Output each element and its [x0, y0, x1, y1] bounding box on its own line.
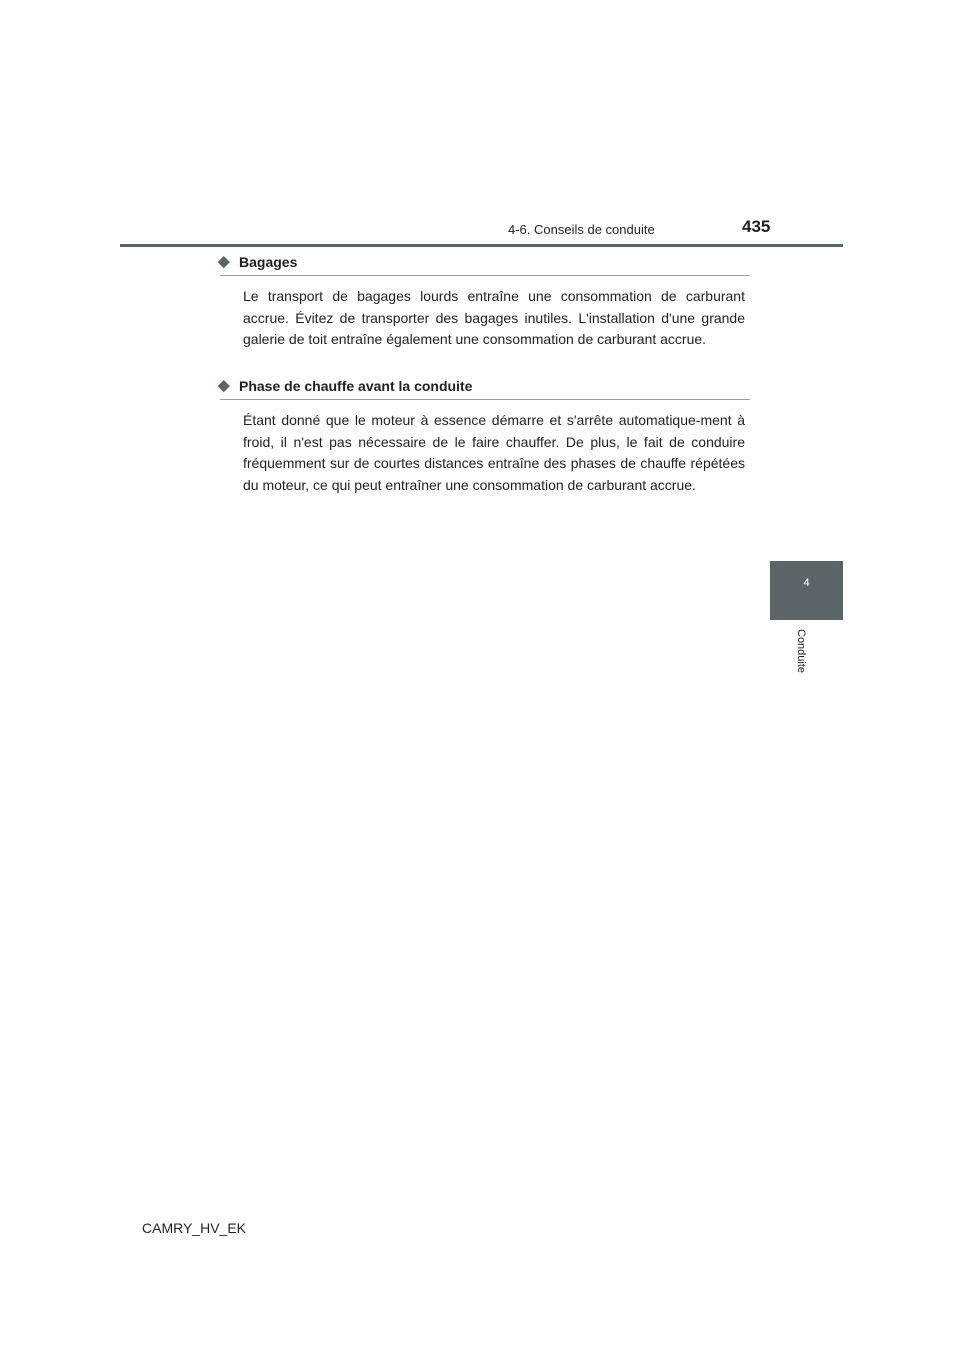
- section-paragraph: Étant donné que le moteur à essence démarre et s'arrête automatique-ment à froid, il n'est pas nécessaire de le faire chauffer. De plus, le fait de conduire fréquemment sur de courtes distances entraîne des phases de chauffe répétées du moteur, ce qui peut entraîner une consommation de carburant accrue.: [243, 412, 745, 493]
- page-number: 435: [742, 217, 771, 236]
- section-bagages: [220, 252, 750, 351]
- diamond-bullet-icon: ◆: [218, 377, 230, 394]
- section-paragraph: Le transport de bagages lourds entraîne une consommation de carburant accrue. Évitez de transporter des bagages inutiles. L'installation d'une grande galerie de toit entraîne également une consommation de carburant accrue.: [243, 288, 745, 347]
- diamond-bullet-icon: ◆: [218, 253, 230, 270]
- section-heading: [220, 376, 750, 400]
- chapter-tab: [770, 561, 843, 620]
- chapter-number: 4: [803, 577, 810, 589]
- section-heading: [220, 252, 750, 276]
- model-code: CAMRY_HV_EK: [142, 1220, 247, 1236]
- section-heading-text: Bagages: [239, 254, 298, 270]
- chapter-label: Conduite: [795, 629, 807, 674]
- section-heading-text: Phase de chauffe avant la conduite: [239, 378, 473, 394]
- header-section-title: 4-6. Conseils de conduite: [508, 222, 655, 237]
- header-rule: [120, 244, 843, 247]
- section-phase-de-chauffe: [220, 376, 750, 496]
